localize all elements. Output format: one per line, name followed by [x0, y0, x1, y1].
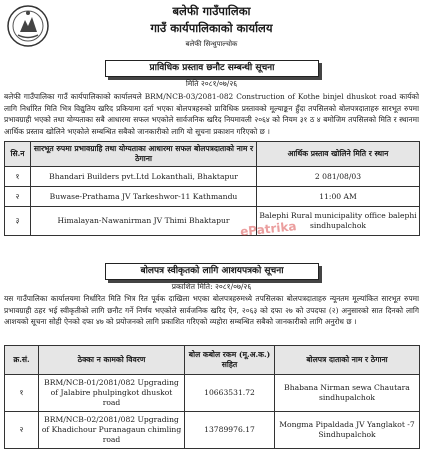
- row-sn: १: [5, 167, 31, 187]
- table-row: [5, 375, 420, 412]
- row-opening: 11:00 AM: [257, 187, 420, 207]
- row-opening: Balephi Rural municipality office balephi sindhupalchok: [257, 207, 420, 236]
- row-sn: १: [5, 375, 39, 412]
- table-header-row: [5, 142, 420, 167]
- row-amount: 10663531.72: [185, 375, 275, 412]
- column-header-sn: क्र.सं.: [5, 346, 39, 375]
- column-header-opening: आर्थिक प्रस्ताव खोलिने मिति र स्थान: [257, 142, 420, 167]
- row-amount: 13789976.17: [185, 412, 275, 449]
- column-header-bidder: बोलपत्र दाताको नाम र ठेगाना: [275, 346, 420, 375]
- row-sn: २: [5, 412, 39, 449]
- column-header-sn: सि.न: [5, 142, 31, 167]
- published-date: प्रकाशित मिति: २०८१/०७/२६: [171, 282, 252, 291]
- column-header-bidder: सारभूत रुपमा प्रभावग्राहि तथा योग्यताका आधारमा सफल बोलपत्रदाताको नाम र ठेगाना: [31, 142, 257, 167]
- notice-date: मिति २०८१/०७/२६: [185, 79, 238, 88]
- office-name: गाउँ कार्यपालिकाको कार्यालय: [150, 21, 273, 35]
- column-header-amount: बोल कबोल रकम (मू.अ.क.) सहित: [185, 346, 275, 375]
- table-row: [5, 167, 420, 187]
- bid-acceptance-table: [4, 345, 420, 449]
- table-row: [5, 207, 420, 236]
- row-work: BRM/NCB-02/2081/082 Upgrading of Khadichour Puranagaun chimling road: [39, 412, 185, 449]
- row-bidder: Bhandari Builders pvt.Ltd Lokanthali, Bhaktapur: [31, 167, 257, 187]
- office-address: बलेफी सिन्धुपाल्चोक: [185, 40, 238, 48]
- table-row: [5, 412, 420, 449]
- row-bidder: Buwase-Prathama JV Tarkeshwor-11 Kathmandu: [31, 187, 257, 207]
- watermark-logo: ePatrika: [239, 219, 298, 239]
- row-sn: ३: [5, 207, 31, 236]
- table-row: [5, 187, 420, 207]
- row-bidder: Bhabana Nirman sewa Chautara sindhupalchok: [275, 375, 420, 412]
- technical-proposal-notice-title: प्राविधिक प्रस्ताव छनौट सम्बन्धी सूचना: [105, 60, 319, 77]
- municipality-name: बलेफी गाउँपालिका: [172, 4, 251, 18]
- letter-of-intent-notice-title: बोलपत्र स्वीकृतको लागि आशयपत्रको सूचना: [105, 263, 319, 280]
- row-sn: २: [5, 187, 31, 207]
- row-opening: 2 081/08/03: [257, 167, 420, 187]
- notice-paragraph: बलेफी गाउँपालिका गाउँ कार्यपालिकाको कार्यालयले BRM/NCB-03/2081-082 Construction of Kothe binjel dhuskot road कार्यको लागि निर्धारित मिति भित्र विद्युतिय खरिद प्रकियामा दर्ता भएका बोलपत्रहरुको प्राविधिक प्रस्तावको मूल्याङ्कन हुँदा तपसिलको बोलपत्रदाताहरु सारभूत रुपमा प्रभावग्राही भएको तथा योग्यताका सबै आधारमा सफल भएकोले सार्वजनिक खरिद नियमावली २०६४ को नियम ३१ ठ ४ बमोजिम तपसिलको मिति र स्थानमा आर्थिक प्रस्ताव खोलिने भएकोले सम्बन्धित सबैको जानकारीको लागि यो सूचना प्रकाशन गरिएको छ ।: [4, 92, 419, 136]
- table-header-row: [5, 346, 420, 375]
- row-bidder: Himalayan-Nawanirman JV Thimi Bhaktapur: [31, 207, 257, 236]
- column-header-work: ठेक्का न कामको विवरण: [39, 346, 185, 375]
- notice-paragraph: यस गाउँपालिका कार्यालयमा निर्धारित मिति भित्र रित पूर्वक दाखिला भएका बोलपत्रहरुमध्ये तपसिलका बोलपत्रदाताहरु न्यूनतम मूल्यांकित सारभूत रुपमा प्रभावग्राही ठहर भई स्वीकृतीको लागि छनौट गर्ने निर्णय भएकोले सार्वजनिक खरिद ऐन, २०६३ को दफा २७ को उपदफा (२) अनुसारको सात दिनको लागि आशयको सूचना सोही ऐनको दफा ४७ को प्रयोजनको लागि प्रकाशित गरिएको व्यहोरा सम्बन्धित सबैको जानकारीको लागि अनुरोध छ ।: [4, 294, 419, 327]
- technical-proposal-table: [4, 141, 420, 236]
- row-work: BRM/NCB-01/2081/082 Upgrading of Jalabire phulpingkot dhuskot road: [39, 375, 185, 412]
- row-bidder: Mongma Pipaldada JV Yanglakot -7 Sindhupalchok: [275, 412, 420, 449]
